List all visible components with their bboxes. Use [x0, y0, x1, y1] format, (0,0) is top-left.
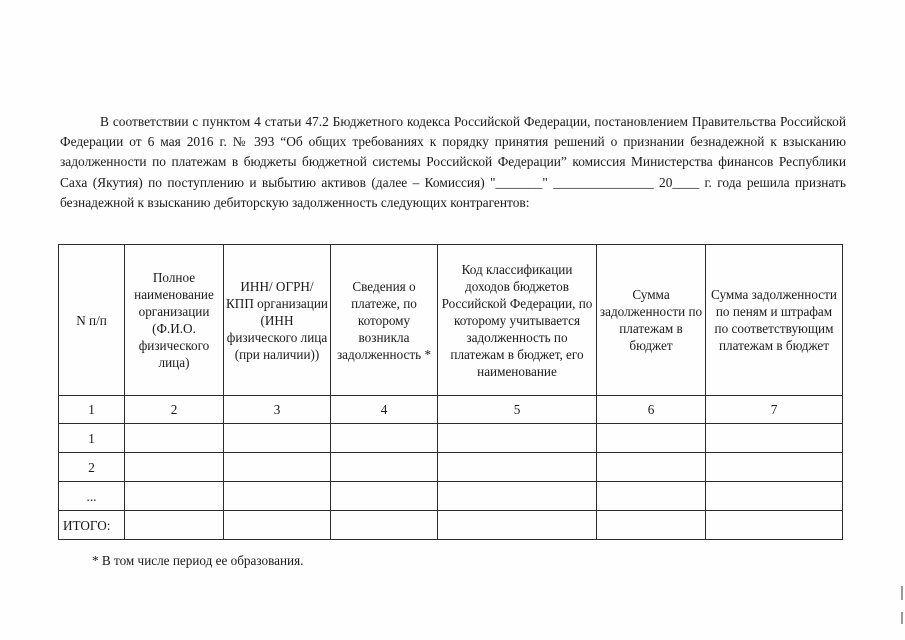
table-cell: [125, 511, 224, 540]
table-row: [59, 424, 843, 453]
column-number: 6: [597, 396, 706, 424]
table-cell: [438, 482, 597, 511]
row-number-cell: 2: [59, 453, 125, 482]
row-number-cell: ...: [59, 482, 125, 511]
table-cell: [597, 453, 706, 482]
total-row: [59, 511, 843, 540]
row-number-cell: 1: [59, 424, 125, 453]
header-debt-amount: Сумма задолженности по платежам в бюджет: [597, 245, 706, 396]
table-cell: [125, 482, 224, 511]
column-number: 2: [125, 396, 224, 424]
header-row-number: N п/п: [59, 245, 125, 396]
scan-edge-mark: [901, 612, 903, 624]
column-number: 1: [59, 396, 125, 424]
header-penalties-amount: Сумма задолженности по пеням и штрафам по соответствующим платежам в бюджет: [706, 245, 843, 396]
table-cell: [597, 482, 706, 511]
total-label: ИТОГО:: [59, 511, 125, 540]
table-cell: [438, 453, 597, 482]
table-cell: [331, 511, 438, 540]
table-row: [59, 453, 843, 482]
table-row: [59, 482, 843, 511]
intro-paragraph: В соответствии с пунктом 4 статьи 47.2 Бюджетного кодекса Российской Федерации, постановлением Правительства Российской Федерации от 6 мая 2016 г. № 393 “Об общих требованиях к порядку принятия решений о признании безнадежной к взысканию задолженности по платежам в бюджеты бюджетной системы Российской Федерации” комиссия Министерства финансов Республики Саха (Якутия) по поступлению и выбытию активов (далее – Комиссия) "_______" _______________ 20____ г. года решила признать безнадежной к взысканию дебиторскую задолженность следующих контрагентов:: [60, 114, 846, 210]
header-inn-ogrn-kpp: ИНН/ ОГРН/ КПП организации (ИНН физического лица (при наличии)): [224, 245, 331, 396]
table-cell: [331, 424, 438, 453]
table-cell: [706, 482, 843, 511]
table-cell: [438, 424, 597, 453]
table-cell: [706, 453, 843, 482]
column-number: 3: [224, 396, 331, 424]
table-cell: [224, 424, 331, 453]
header-organization-name: Полное наименование организации (Ф.И.О. физического лица): [125, 245, 224, 396]
column-number: 5: [438, 396, 597, 424]
table-header-row: [59, 245, 843, 396]
table-cell: [597, 424, 706, 453]
header-income-classification-code: Код классификации доходов бюджетов Российской Федерации, по которому учитывается задолженность по платежам в бюджет, его наименование: [438, 245, 597, 396]
table-cell: [224, 482, 331, 511]
column-number: 7: [706, 396, 843, 424]
table-cell: [331, 453, 438, 482]
table-cell: [706, 511, 843, 540]
table-cell: [597, 511, 706, 540]
scan-edge-mark: [901, 586, 903, 600]
table-cell: [706, 424, 843, 453]
header-payment-info: Сведения о платеже, по которому возникла задолженность *: [331, 245, 438, 396]
footnote: * В том числе период ее образования.: [92, 553, 304, 568]
table-cell: [438, 511, 597, 540]
column-number: 4: [331, 396, 438, 424]
table-cell: [125, 453, 224, 482]
table-cell: [224, 453, 331, 482]
debtors-table: [58, 244, 843, 540]
column-number-row: [59, 396, 843, 424]
table-cell: [331, 482, 438, 511]
table-cell: [125, 424, 224, 453]
table-cell: [224, 511, 331, 540]
